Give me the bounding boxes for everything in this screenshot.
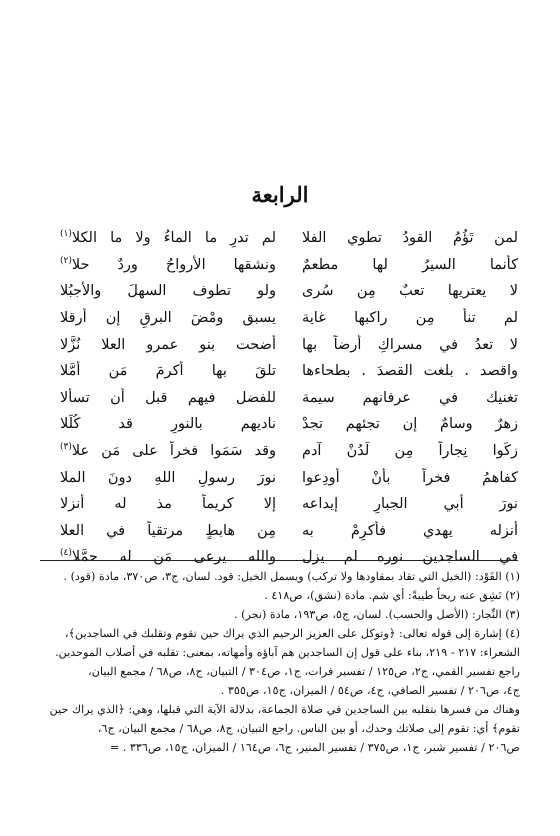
footnote-line: وهناك من فسرها بتقلبه بين الساجدين في صلاة الجماعة، بدلالة الآية التي قبلها، وهي: ﴿الذي يراك حين xyxy=(49,703,520,716)
verse-second-text: إلا كريماً مذ له أنزلا xyxy=(60,496,276,513)
verse-line xyxy=(60,438,518,465)
verse-first-hemistich: نورَ أبي الجبارِ إيداعه xyxy=(302,496,518,513)
verse-second-hemistich xyxy=(60,414,276,434)
verse-first-hemistich: لا تعدُ في مسراكِ أرضاً بها xyxy=(302,336,518,353)
footnote-line: (٢) نَشِق عنه ريحاً طيبةً: أي شم. مادة (نشق)، ص٤١٨ . xyxy=(264,589,520,602)
verse-first-hemistich: لمن تَؤُمُ القودُ تطوي الفلا xyxy=(302,230,518,247)
footnotes xyxy=(40,567,520,757)
verse-second-text: والله يرعى مَن له حمَّلا xyxy=(71,549,276,566)
verse-first-hemistich: لم تنأ مِن راكبها غاية xyxy=(302,310,518,327)
verse-second-text: تلقَ بها أكرمَ مَن أمَّلا xyxy=(60,363,276,380)
verse-line xyxy=(60,331,518,358)
footnote-reference: (٤) xyxy=(60,548,72,559)
footnote-reference: (٢) xyxy=(60,256,72,267)
verse-second-hemistich xyxy=(60,521,276,541)
footnote-line: (١) القَوْد: (الخيل التي تقاد بمقاودها ولا تركب) ويسمل الخيل: قود. لسان، ج٣، ص٣٧٠، مادة (قود) . xyxy=(63,570,520,583)
footnote-reference: (٣) xyxy=(60,442,72,453)
verse-second-text: ناديهم بالنورِ قد كُلِّلا xyxy=(60,416,276,433)
footnote-reference: (١) xyxy=(60,229,72,240)
verse-line xyxy=(60,225,518,252)
footnote-line: راجع تفسير القمي، ج٢، ص١٢٥ / تفسير فرات، ج١، ص٣٠٤ / التبيان، ج٨، ص٦٨ / مجمع البيان، xyxy=(88,665,520,678)
verse-second-hemistich xyxy=(60,494,276,514)
verse-second-hemistich xyxy=(60,388,276,408)
verse-first-hemistich: كأنما السيرُ لها مطعمٌ xyxy=(302,256,518,273)
verse-line xyxy=(60,518,518,545)
footnote-line: تقوم﴾ أي: تقوم إلى صلاتك وحدك، أو بين الناس. راجع التبيان، ج٨، ص٦٨ / مجمع البيان، ج٦، xyxy=(97,722,520,735)
verse-second-hemistich xyxy=(60,361,276,381)
verse-second-text: أضحت بنو عمرو العلا نُزَّلا xyxy=(60,336,276,353)
footnote-line: (٣) النِّجار: (الأصل والحسب). لسان، ج٥، ص١٩٣، مادة (نجر) . xyxy=(233,608,520,621)
verse-second-text: يسبق ومْضَ البرقِ إن أرقلا xyxy=(60,310,276,327)
footnote-line: ج٤، ص٢٠٦ / تفسير الصافي، ج٤، ص٥٤ / الميزان، ج١٥، ص٣٥٥ . xyxy=(220,684,520,697)
verse-second-text: لم تدرِ ما الماءُ ولا ما الكلا xyxy=(71,230,276,247)
footnote-line: (٤) إشارة إلى قوله تعالى: ﴿وتوكل على العزيز الرحيم الذي يراك حين تقوم وتقلبك في الساجدين﴾، xyxy=(64,627,520,640)
poem-title: الرابعة xyxy=(251,182,309,207)
verse-second-text: نورَ رسولِ اللهِ دونَ الملا xyxy=(60,469,276,486)
verse-first-hemistich: واقصد . بلغت القصدَ . بطحاءها xyxy=(302,363,518,380)
verse-second-text: وقد سَمَوا فخراً على مَن علا xyxy=(71,443,276,460)
verse-first-hemistich: لا يعتريها تعبٌ مِن سُرى xyxy=(302,283,518,300)
verse-line xyxy=(60,411,518,438)
verse-first-hemistich: أنزله يهدي فأكرِمْ به xyxy=(302,522,518,539)
verse-first-hemistich: زهرٌ وسامٌ إن تجئهم تجدْ xyxy=(302,416,518,433)
verse-second-hemistich xyxy=(60,281,276,301)
footnote-line: الشعراء: ٢١٧ - ٢١٩، بناء على قول إن الساجدين هم آباؤه وأمهاته، بمعنى: تقلبه في أصلاب الموحدين. xyxy=(55,646,520,659)
verse-second-hemistich xyxy=(60,255,276,275)
verse-second-hemistich xyxy=(60,335,276,355)
verse-first-hemistich: تغنيك في عرفانهم سيمة xyxy=(302,389,518,406)
verse-second-text: ونشقها الأرواحُ وردٌ حلا xyxy=(71,256,276,273)
verse-second-hemistich xyxy=(60,468,276,488)
verse-first-hemistich: كفاهمُ فخراً بأنْ أُودِعوا xyxy=(302,469,518,486)
verse-line xyxy=(60,491,518,518)
verse-line xyxy=(60,385,518,412)
verse-second-text: ولو تطوف السهلَ والأجبُلا xyxy=(60,283,276,300)
verse-line xyxy=(60,278,518,305)
verse-second-text: مِن هابطٍ مرتقياً في العلا xyxy=(60,522,276,539)
verse-line xyxy=(60,464,518,491)
verse-second-hemistich xyxy=(60,441,276,461)
verse-line xyxy=(60,358,518,385)
verse-second-hemistich xyxy=(60,308,276,328)
verse-line xyxy=(60,252,518,279)
verse-first-hemistich: في الساجدين نوره لم يزل xyxy=(302,549,518,566)
verse-second-hemistich xyxy=(60,547,276,567)
footnote-separator xyxy=(40,560,518,561)
verse-first-hemistich: زكَوا نِجاراً مِن لَدُنْ آدم xyxy=(302,443,518,460)
footnote-line: ص٢٠٦ / تفسير شبر، ج١، ص٣٧٥ / تفسير المنير، ج٦، ص١٦٤ / الميزان، ج١٥، ص٣٣٦ . = xyxy=(109,741,520,754)
poem-body xyxy=(60,225,518,571)
verse-line xyxy=(60,305,518,332)
verse-second-hemistich xyxy=(60,228,276,248)
verse-second-text: للفضل فيهم قبل أن تسألا xyxy=(60,389,276,406)
